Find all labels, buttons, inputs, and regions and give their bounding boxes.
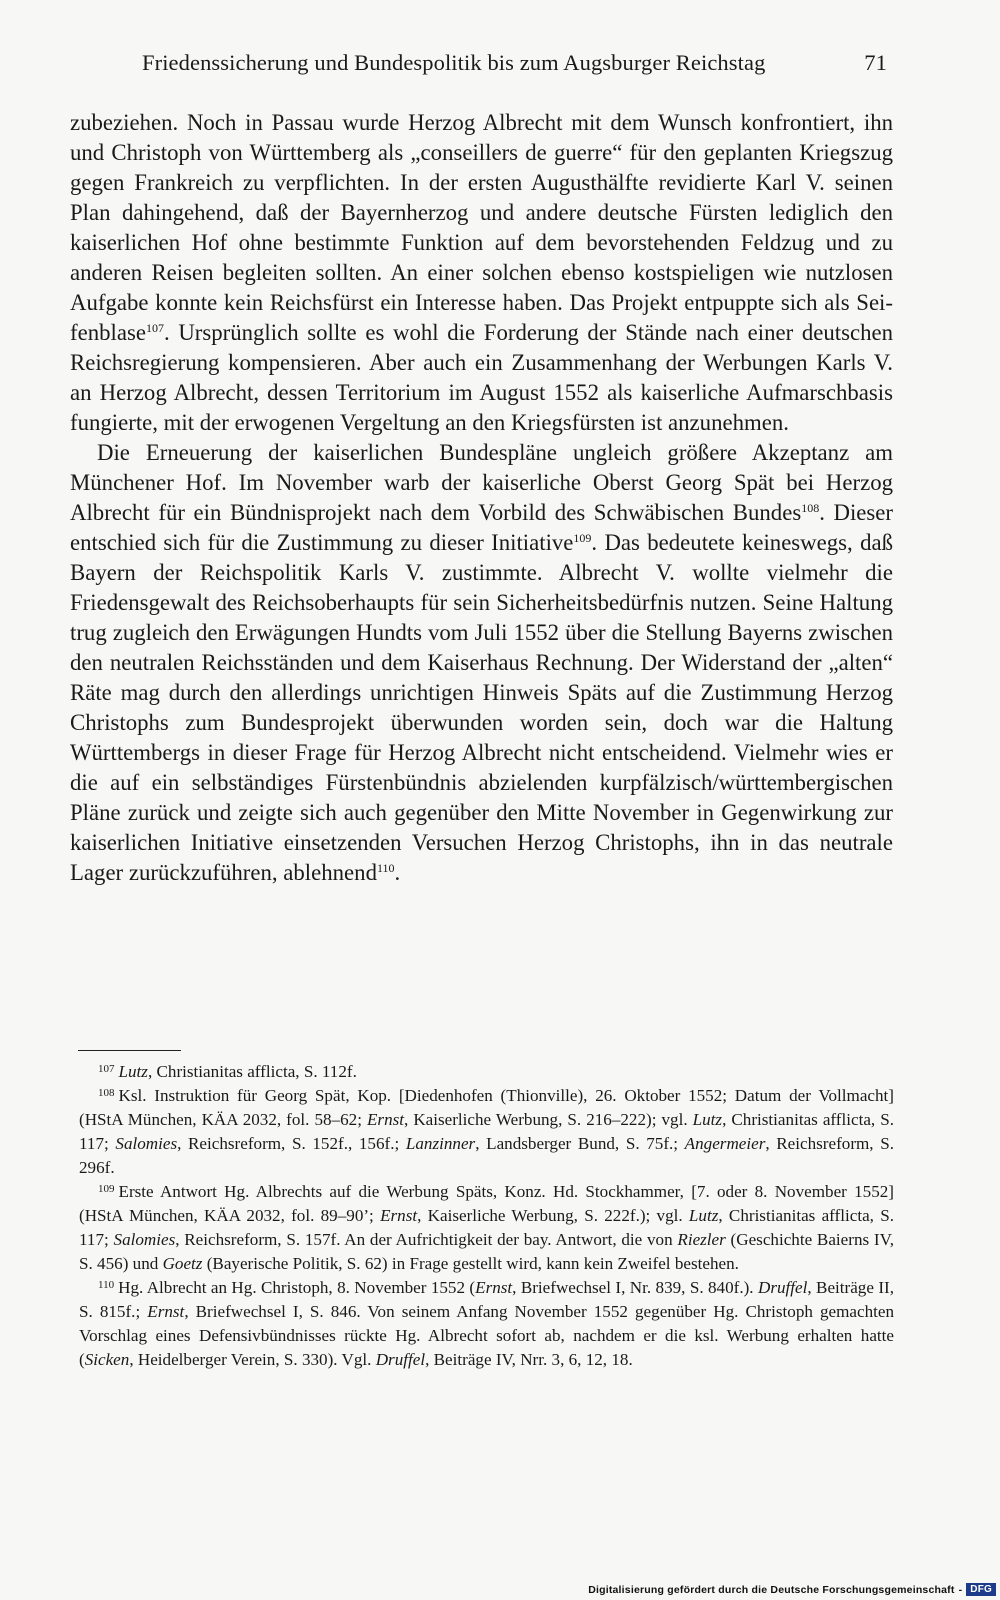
author-name: Ernst <box>380 1206 418 1225</box>
author-name: Lutz <box>118 1062 148 1081</box>
footnote-text: , Christianitas afflicta, S. 117; <box>79 1110 894 1153</box>
author-name: Druffel <box>375 1350 426 1369</box>
footnote-number: 110 <box>98 1279 115 1291</box>
footnote-ref-107: 107 <box>145 321 164 335</box>
author-name: Salomies <box>113 1230 176 1249</box>
footnote-number: 107 <box>98 1063 115 1075</box>
author-name: Ernst <box>366 1110 405 1129</box>
paragraph-2 <box>70 438 893 888</box>
footnote-text: Hg. Albrecht an Hg. Christoph, 8. November 1552 ( <box>118 1278 476 1297</box>
footnote-108 <box>79 1084 894 1180</box>
author-name: Lutz <box>688 1206 719 1225</box>
running-header <box>142 50 887 76</box>
paragraph-1 <box>70 108 893 438</box>
paragraph-2-text-a: Die Erneuerung der kaiserlichen Bundespläne ungleich größere Akzeptanz am Münchener Hof. Im November warb der kaiserliche Oberst Georg Spät bei Herzog Albrecht für ein Bündnisprojekt nach dem Vorbild des Schwäbischen Bundes <box>70 440 893 525</box>
footnote-text: (Geschichte Baierns IV, S. 456) und <box>79 1230 894 1273</box>
footnote-110 <box>79 1276 894 1372</box>
paragraph-2-text-c: . Das bedeutete keineswegs, daß Bayern der Reichspolitik Karls V. zustimmte. Albrecht V. wollte vielmehr die Friedensgewalt des Reichsoberhaupts für sein Sicherheitsbedürfnis nutzen. Seine Haltung trug zugleich den Erwägungen Hundts vom Juli 1552 über die Stellung Bayerns zwischen den neutralen Reichsständen und dem Kaiserhaus Rechnung. Der Widerstand der „alten“ Räte mag durch den allerdings unrichtigen Hinweis Späts auf die Zustimmung Herzog Christophs zum Bundesprojekt überwunden worden sein, doch war die Haltung Württembergs in dieser Frage für Herzog Albrecht nicht entscheidend. Vielmehr wies er die auf ein selbständiges Fürstenbündnis abzielenden kurpfälzisch/württembergischen Pläne zurück und zeigte sich auch gegenüber den Mitte November in Gegenwirkung zur kaiserlichen Initiative einsetzenden Versuchen Herzog Christophs, ihn in das neutrale Lager zurückzuführen, ablehnend <box>70 530 893 885</box>
footnote-ref-110: 110 <box>376 861 395 875</box>
author-name: Druffel <box>757 1278 808 1297</box>
footnote-divider <box>78 1050 181 1051</box>
digitization-credit <box>588 1583 996 1596</box>
author-name: Lutz <box>692 1110 723 1129</box>
running-title: Friedenssicherung und Bundespolitik bis zum Augsburger Reichstag <box>142 50 766 75</box>
footnote-text: , Reichsreform, S. 296f. <box>79 1134 894 1177</box>
footnote-text: Erste Antwort Hg. Albrechts auf die Werbung Späts, Konz. Hd. Stockhammer, [7. oder 8. November 1552] (HStA München, KÄA 2032, fol. 89–90’; <box>79 1182 894 1225</box>
author-name: Ernst <box>475 1278 513 1297</box>
footnote-text: , Reichsreform, S. 152f., 156f.; <box>177 1134 406 1153</box>
author-name: Goetz <box>162 1254 203 1273</box>
footnote-text: Ksl. Instruktion für Georg Spät, Kop. [Diedenhofen (Thionville), 26. Oktober 1552; Datum der Vollmacht] (HStA München, KÄA 2032, fol. 58–62; <box>79 1086 894 1129</box>
footnote-text: , Christianitas afflicta, S. 112f. <box>147 1062 357 1081</box>
author-name: Angermeier <box>684 1134 766 1153</box>
author-name: Salomies <box>115 1134 178 1153</box>
footnote-text: , Beiträge II, S. 815f.; <box>79 1278 894 1321</box>
footnote-ref-109: 109 <box>573 531 592 545</box>
page-number: 71 <box>864 50 887 75</box>
footnote-107 <box>79 1060 894 1084</box>
paragraph-2-text-d: . <box>394 860 401 885</box>
main-text <box>70 108 893 888</box>
footnote-text: , Landsberger Bund, S. 75f.; <box>475 1134 685 1153</box>
footnote-text: , Briefwechsel I, S. 846. Von seinem Anfang November 1552 gegenüber Hg. Christoph gemachten Vorschlag eines Defensivbündnisses rückte Hg. Albrecht sofort ab, nachdem er die ksl. Werbung erhalten hatte ( <box>79 1302 895 1369</box>
paragraph-1-text-b: . Ursprünglich sollte es wohl die Forderung der Stände nach einer deutschen Reichsregierung kompensieren. Aber auch ein Zusammenhang der Werbungen Karls V. an Herzog Albrecht, dessen Territorium im August 1552 als kaiserliche Aufmarschbasis fungierte, mit der erwogenen Vergeltung an den Kriegsfürsten ist anzunehmen. <box>70 320 893 435</box>
footnote-text: , Kaiserliche Werbung, S. 216–222); vgl. <box>404 1110 693 1129</box>
footnote-number: 109 <box>98 1183 115 1195</box>
author-name: Sicken <box>84 1350 130 1369</box>
footnote-text: , Christianitas afflicta, S. 117; <box>79 1206 894 1249</box>
paragraph-2-text-b: . Dieser entschied sich für die Zustimmung zu dieser Initiative <box>70 500 893 555</box>
footnote-text: , Beiträge IV, Nrr. 3, 6, 12, 18. <box>425 1350 633 1369</box>
footnote-text: , Briefwechsel I, Nr. 839, S. 840f.). <box>512 1278 758 1297</box>
footnotes <box>79 1060 894 1372</box>
credit-text: Digitalisierung gefördert durch die Deutsche Forschungsgemeinschaft <box>588 1583 955 1596</box>
footnote-number: 108 <box>98 1087 115 1099</box>
author-name: Lanzinner <box>405 1134 476 1153</box>
footnote-text: , Kaiserliche Werbung, S. 222f.); vgl. <box>417 1206 689 1225</box>
dfg-logo: DFG <box>966 1583 996 1596</box>
footnote-text: , Reichsreform, S. 157f. An der Aufrichtigkeit der bay. Antwort, die von <box>175 1230 678 1249</box>
footnote-text: , Heidelberger Verein, S. 330). Vgl. <box>129 1350 376 1369</box>
footnote-109 <box>79 1180 894 1276</box>
footnote-text: (Bayerische Politik, S. 62) in Frage gestellt wird, kann kein Zweifel bestehen. <box>202 1254 739 1273</box>
footnote-ref-108: 108 <box>801 501 820 515</box>
author-name: Ernst <box>147 1302 185 1321</box>
author-name: Riezler <box>677 1230 726 1249</box>
paragraph-1-text-a: zubeziehen. Noch in Passau wurde Herzog Albrecht mit dem Wunsch konfrontiert, ihn und Christoph von Württemberg als „conseillers de guerre“ für den geplanten Kriegszug gegen Frankreich zu verpflichten. In der ersten Augusthälfte revidierte Karl V. seinen Plan dahingehend, daß der Bayernherzog und andere deutsche Fürsten lediglich den kaiserlichen Hof ohne bestimmte Funktion auf dem bevorstehenden Feldzug und zu anderen Reisen begleiten sollten. An einer solchen ebenso kostspieligen wie nutzlosen Aufgabe konnte kein Reichsfürst ein Interesse haben. Das Projekt entpuppte sich als Seifenblase <box>70 110 893 345</box>
credit-separator: - <box>958 1583 963 1596</box>
